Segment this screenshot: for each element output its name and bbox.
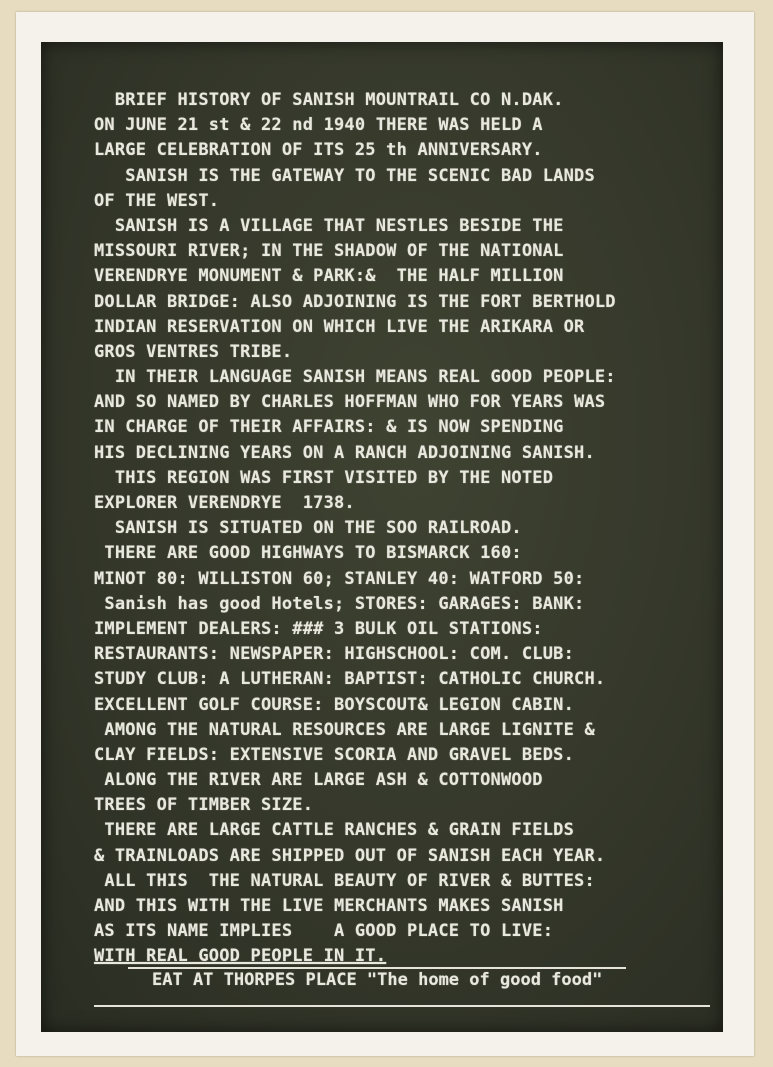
text-line: STUDY CLUB: A LUTHERAN: BAPTIST: CATHOLIC CHURCH. — [94, 669, 606, 690]
text-line: Sanish has good Hotels; STORES: GARAGES: BANK: — [94, 593, 585, 614]
text-line: MINOT 80: WILLISTON 60; STANLEY 40: WATFORD 50: — [94, 568, 585, 589]
text-line: THERE ARE GOOD HIGHWAYS TO BISMARCK 160: — [94, 543, 522, 564]
text-line: ALL THIS THE NATURAL BEAUTY OF RIVER & BUTTES: — [94, 870, 595, 891]
text-line: ALONG THE RIVER ARE LARGE ASH & COTTONWOOD — [94, 770, 543, 791]
text-line: WITH REAL GOOD PEOPLE IN IT. — [94, 946, 387, 967]
text-line: EXPLORER VERENDRYE 1738. — [94, 493, 355, 513]
text-line: INDIAN RESERVATION ON WHICH LIVE THE ARIKARA OR — [94, 316, 585, 337]
text-line: TREES OF TIMBER SIZE. — [94, 795, 314, 816]
text-line: SANISH IS A VILLAGE THAT NESTLES BESIDE THE — [94, 215, 564, 236]
text-line: LARGE CELEBRATION OF ITS 25 th ANNIVERSARY. — [94, 140, 543, 161]
text-line: THIS REGION WAS FIRST VISITED BY THE NOTED — [94, 467, 554, 488]
text-line: CLAY FIELDS: EXTENSIVE SCORIA AND GRAVEL BEDS. — [94, 744, 575, 765]
text-line: AMONG THE NATURAL RESOURCES ARE LARGE LIGNITE & — [94, 719, 595, 740]
text-line: MISSOURI RIVER; IN THE SHADOW OF THE NATIONAL — [94, 241, 564, 262]
text-line: & TRAINLOADS ARE SHIPPED OUT OF SANISH EACH YEAR. — [94, 845, 606, 866]
text-line: IMPLEMENT DEALERS: ### 3 BULK OIL STATIONS: — [94, 618, 543, 639]
text-line: SANISH IS SITUATED ON THE SOO RAILROAD. — [94, 518, 522, 539]
text-line: ON JUNE 21 st & 22 nd 1940 THERE WAS HELD A — [94, 115, 543, 136]
text-line: OF THE WEST. — [94, 190, 220, 211]
text-line: RESTAURANTS: NEWSPAPER: HIGHSCHOOL: COM. CLUB: — [94, 644, 575, 665]
text-line: EXCELLENT GOLF COURSE: BOYSCOUT& LEGION CABIN. — [94, 694, 575, 715]
text-line: AS ITS NAME IMPLIES A GOOD PLACE TO LIVE: — [94, 921, 554, 942]
text-line: THERE ARE LARGE CATTLE RANCHES & GRAIN FIELDS — [94, 820, 575, 841]
text-line: AND SO NAMED BY CHARLES HOFFMAN WHO FOR YEARS WAS — [94, 392, 606, 413]
divider-line — [94, 1005, 710, 1007]
text-line: GROS VENTRES TRIBE. — [94, 341, 293, 362]
text-line: AND THIS WITH THE LIVE MERCHANTS MAKES SANISH — [94, 896, 564, 916]
text-line: DOLLAR BRIDGE: ALSO ADJOINING IS THE FORT BERTHOLD — [94, 291, 616, 312]
text-line: BRIEF HISTORY OF SANISH MOUNTRAIL CO N.DAK. — [94, 90, 564, 110]
history-text — [94, 88, 724, 970]
text-line: IN CHARGE OF THEIR AFFAIRS: & IS NOW SPENDING — [94, 417, 564, 438]
footer-slogan: EAT AT THORPES PLACE "The home of good food" — [152, 970, 603, 990]
text-line: SANISH IS THE GATEWAY TO THE SCENIC BAD LANDS — [94, 165, 595, 186]
text-line: IN THEIR LANGUAGE SANISH MEANS REAL GOOD PEOPLE: — [94, 367, 616, 388]
text-line: HIS DECLINING YEARS ON A RANCH ADJOINING SANISH. — [94, 442, 595, 463]
text-line: VERENDRYE MONUMENT & PARK:& THE HALF MILLION — [94, 266, 564, 287]
